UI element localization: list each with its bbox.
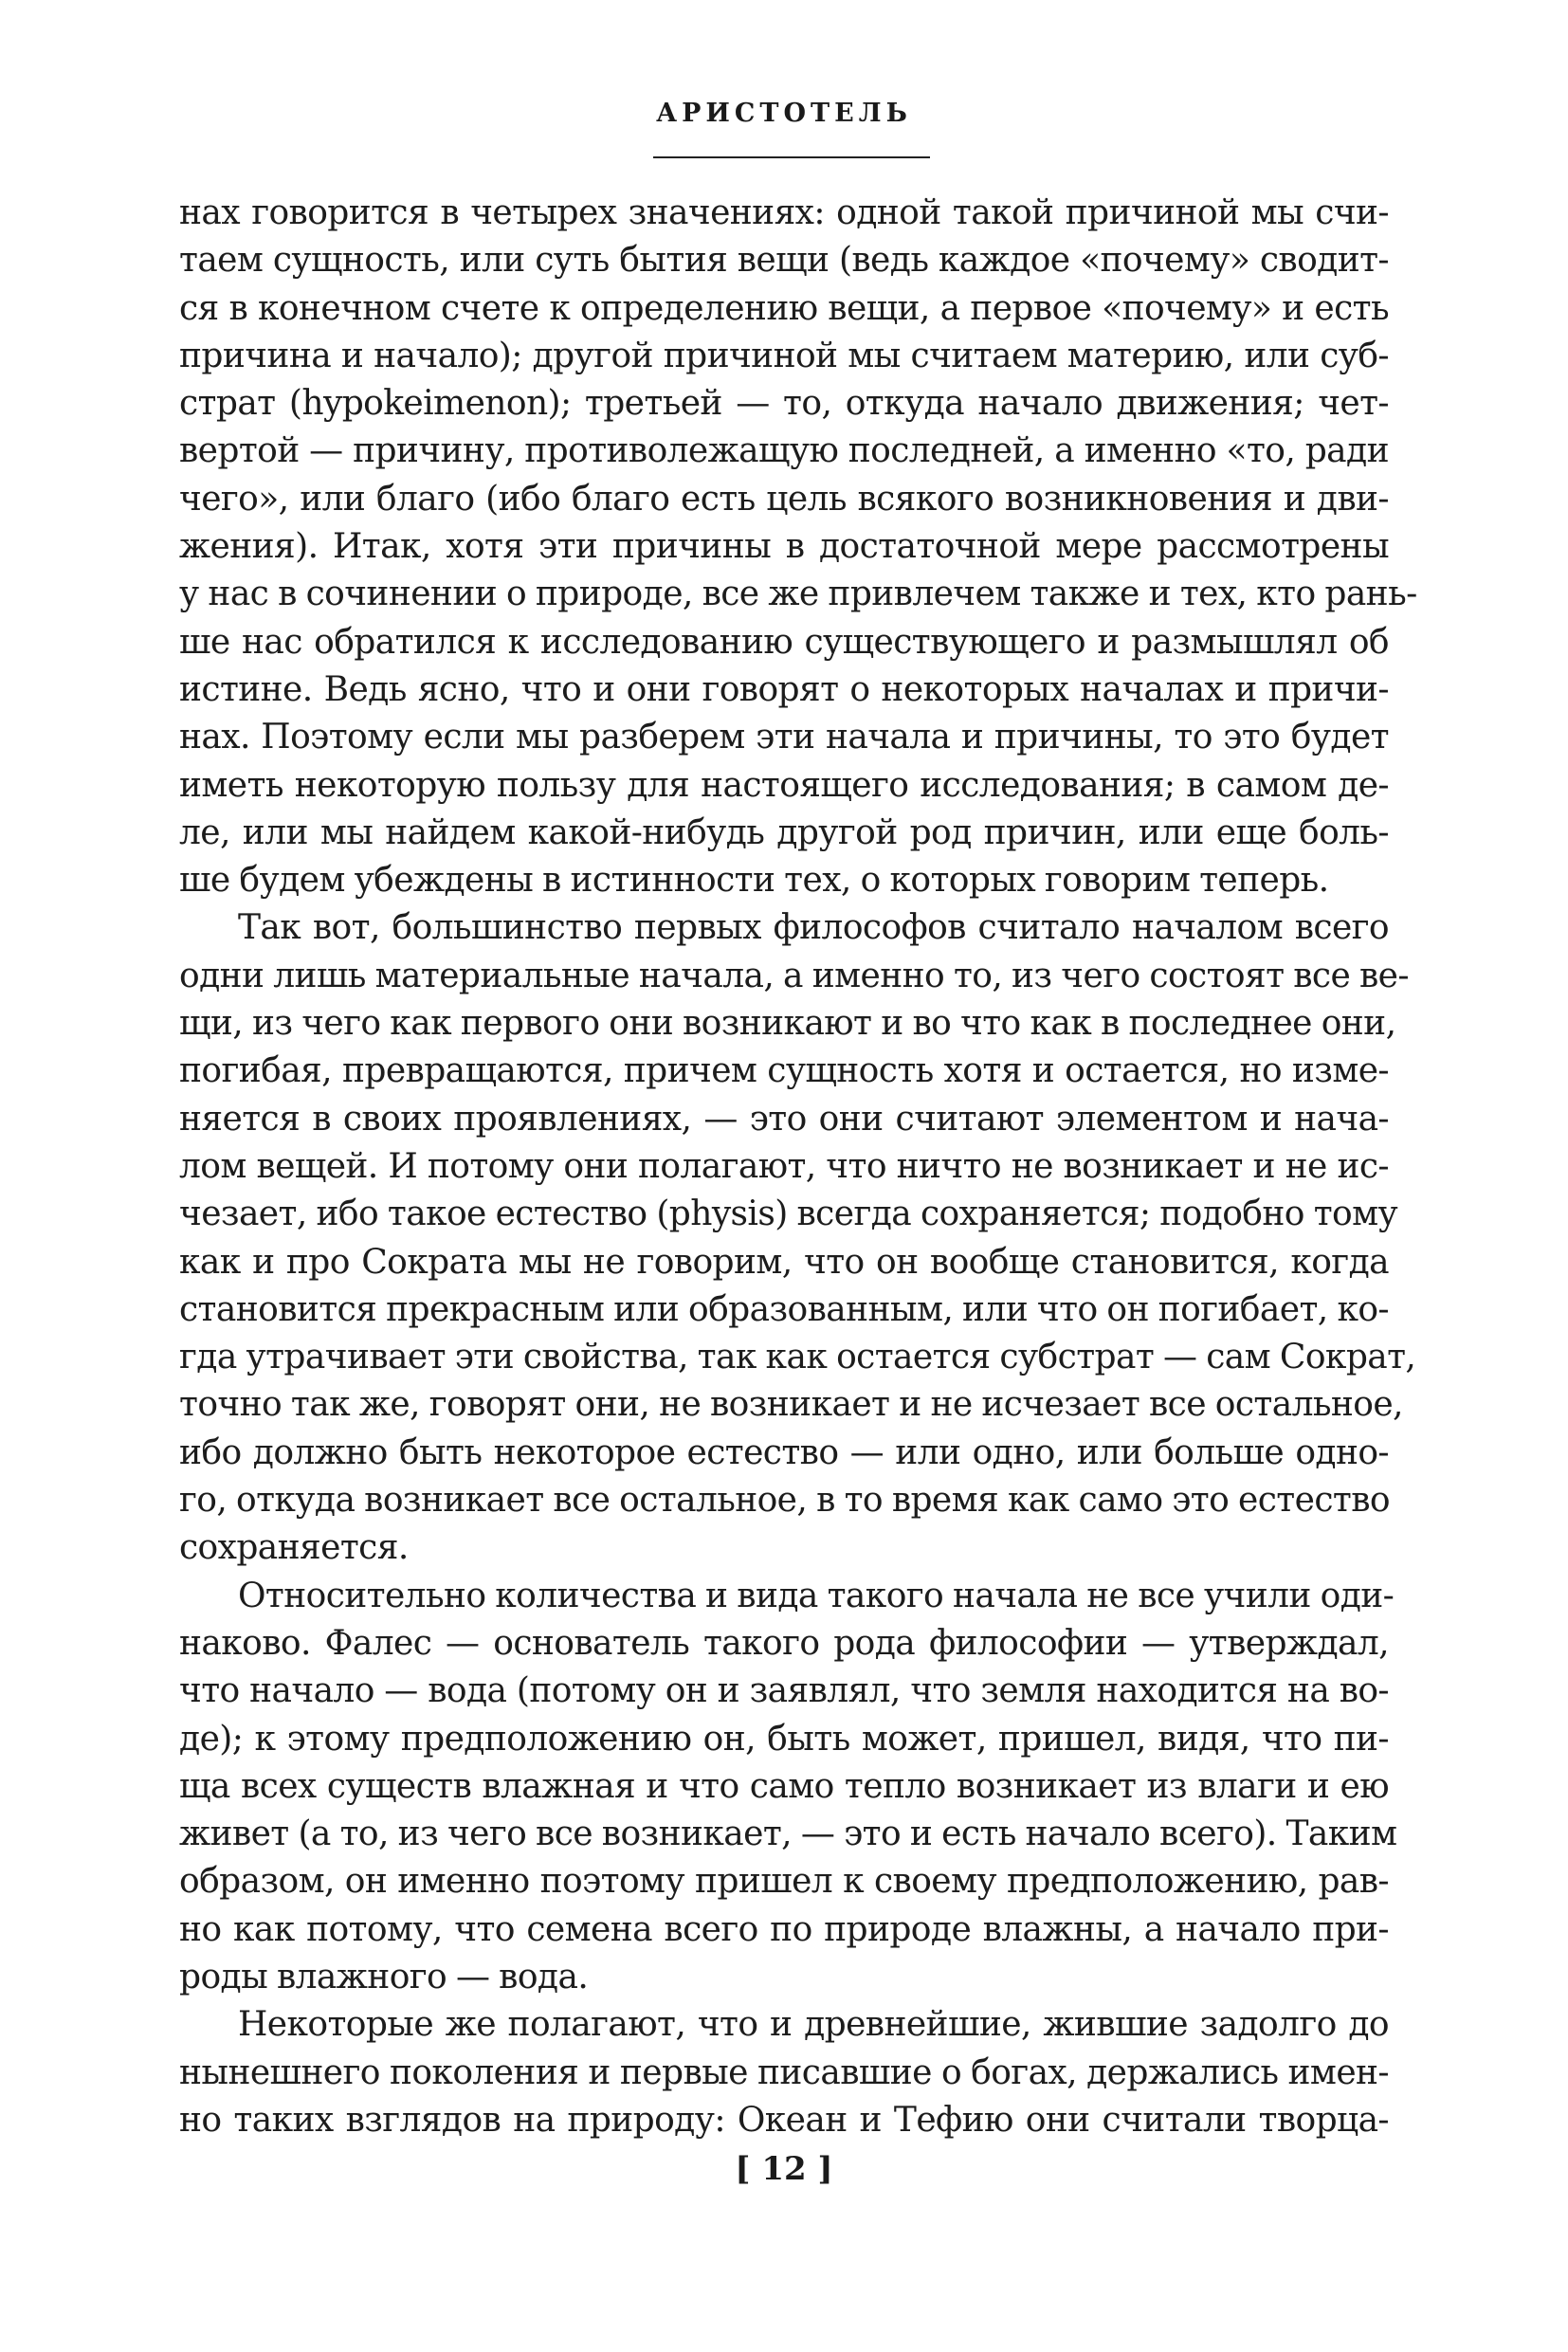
body-text — [179, 190, 1417, 2144]
text-line: ле, или мы найдем какой-нибудь другой род причин, или еще боль- — [179, 812, 1389, 852]
text-line: ща всех существ влажная и что само тепло возникает из влаги и ею — [179, 1766, 1389, 1806]
text-line: Относительно количества и вида такого начала не все учили оди- — [238, 1576, 1395, 1615]
text-line: де); к этому предположению он, быть может, пришел, видя, что пи- — [179, 1719, 1389, 1759]
text-line: что начало — вода (потому он и заявлял, что земля находится на во- — [179, 1671, 1389, 1711]
text-line: лом вещей. И потому они полагают, что ничто не возникает и не ис- — [179, 1146, 1389, 1186]
text-line: няется в своих проявлениях, — это они считают элементом и нача- — [179, 1099, 1389, 1139]
text-line: ше нас обратился к исследованию существующего и размышлял об — [179, 622, 1389, 662]
text-line: Некоторые же полагают, что и древнейшие, жившие задолго до — [238, 2005, 1389, 2045]
text-line: истине. Ведь ясно, что и они говорят о некоторых началах и причи- — [179, 669, 1389, 709]
text-line: наково. Фалес — основатель такого рода философии — утверждал, — [179, 1623, 1389, 1663]
text-line: но как потому, что семена всего по природе влажны, а начало при- — [179, 1909, 1389, 1949]
text-line: чезает, ибо такое естество (physis) всегда сохраняется; подобно тому — [179, 1194, 1398, 1234]
page-number: [ 12 ] — [735, 2150, 833, 2188]
running-title: АРИСТОТЕЛЬ — [656, 99, 912, 128]
text-line: ше будем убеждены в истинности тех, о которых говорим теперь. — [179, 861, 1329, 901]
text-line: вертой — причину, противолежащую последней, а именно «то, ради — [179, 431, 1389, 471]
text-line: но таких взглядов на природу: Океан и Тефию они считали творца- — [179, 2100, 1389, 2140]
text-line: образом, он именно поэтому пришел к своему предположению, рав- — [179, 1862, 1389, 1902]
text-line: у нас в сочинении о природе, все же привлечем также и тех, кто рань- — [179, 574, 1417, 614]
text-line: погибая, превращаются, причем сущность хотя и остается, но изме- — [179, 1051, 1389, 1091]
text-line: живет (а то, из чего все возникает, — это и есть начало всего). Таким — [179, 1814, 1397, 1854]
text-line: жения). Итак, хотя эти причины в достаточной мере рассмотрены — [179, 527, 1389, 567]
text-line: сохраняется. — [179, 1528, 409, 1568]
text-line: становится прекрасным или образованным, или что он погибает, ко- — [179, 1289, 1389, 1329]
text-line: Так вот, большинство первых философов считало началом всего — [238, 908, 1389, 948]
text-line: чего», или благо (ибо благо есть цель всякого возникновения и дви- — [179, 479, 1389, 519]
text-line: одни лишь материальные начала, а именно то, из чего состоят все ве- — [179, 956, 1409, 995]
text-line: го, откуда возникает все остальное, в то время как само это естество — [179, 1481, 1390, 1521]
text-line: ибо должно быть некоторое естество — или одно, или больше одно- — [179, 1432, 1389, 1472]
text-line: нах. Поэтому если мы разберем эти начала и причины, то это будет — [179, 718, 1389, 757]
text-line: точно так же, говорят они, не возникает и не исчезает все остальное, — [179, 1385, 1403, 1425]
text-line: гда утрачивает эти свойства, так как остается субстрат — сам Сократ, — [179, 1338, 1416, 1377]
text-line: щи, из чего как первого они возникают и во что как в последнее они, — [179, 1004, 1396, 1044]
header-rule — [653, 156, 930, 158]
text-line: страт (hypokeimenon); третьей — то, откуда начало движения; чет- — [179, 384, 1389, 424]
text-line: роды влажного — вода. — [179, 1957, 589, 1996]
text-line: причина и начало); другой причиной мы считаем материю, или суб- — [179, 336, 1389, 375]
text-line: нах говорится в четырех значениях: одной такой причиной мы счи- — [179, 193, 1389, 232]
text-line: иметь некоторую пользу для настоящего исследования; в самом де- — [179, 765, 1389, 805]
text-line: нынешнего поколения и первые писавшие о богах, держались имен- — [179, 2052, 1389, 2092]
text-line: таем сущность, или суть бытия вещи (ведь каждое «почему» сводит- — [179, 241, 1389, 281]
text-line: как и про Сократа мы не говорим, что он вообще становится, когда — [179, 1242, 1389, 1282]
text-line: ся в конечном счете к определению вещи, а первое «почему» и есть — [179, 288, 1389, 328]
